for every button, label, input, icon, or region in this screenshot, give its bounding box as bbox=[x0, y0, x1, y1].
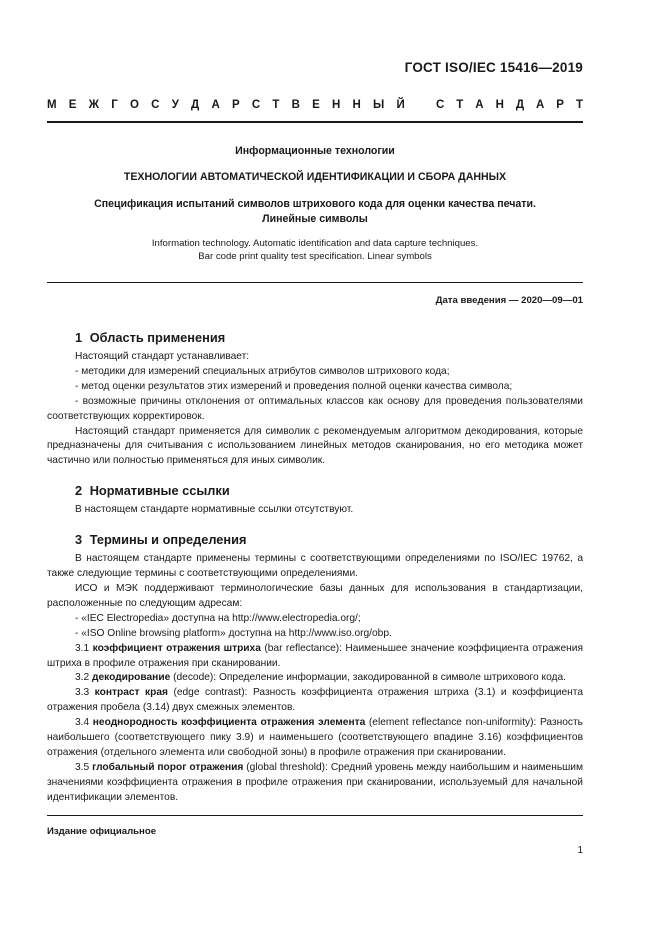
banner-letter: Р bbox=[556, 99, 564, 111]
banner-letter: В bbox=[291, 99, 300, 111]
link-item: - «IEC Electropedia» доступна на http://www.electropedia.org/; bbox=[75, 612, 361, 624]
edition-note: Издание официальное bbox=[47, 826, 157, 837]
term-definition: (bar reflectance): Наименьшее значение коэффициента отражения штриха в профиле отражения при сканировании. bbox=[47, 642, 583, 669]
banner-word-interstate bbox=[47, 99, 405, 111]
banner-letter: Д bbox=[515, 99, 525, 111]
banner-letter: А bbox=[475, 99, 484, 111]
banner-letter: Т bbox=[456, 99, 464, 111]
subtitle-line-2: Линейные символы bbox=[262, 213, 368, 225]
english-title-line-2: Bar code print quality test specification. Linear symbols bbox=[198, 251, 432, 262]
section-number: 3 bbox=[75, 532, 83, 548]
subtitle-line-1: Спецификация испытаний символов штрихового кода для оценки качества печати. bbox=[94, 198, 536, 210]
term-name: коэффициент отражения штриха bbox=[92, 642, 261, 654]
banner-letter: Т bbox=[575, 99, 583, 111]
section-heading bbox=[75, 518, 583, 552]
term-definition: (element reflectance non-uniformity): Разность наибольшего (соответствующего пику 3.9) и наименьшего (соответствующего впадине 3.16) коэффициентов отражения (отдельного элемента или свободной зоны) в профиле отражения при сканировании. bbox=[47, 717, 583, 758]
banner-letter: Е bbox=[68, 99, 77, 111]
term-name: глобальный порог отражения bbox=[92, 761, 244, 773]
banner-letter: Р bbox=[231, 99, 240, 111]
standard-banner bbox=[47, 99, 583, 111]
term-entry bbox=[47, 671, 583, 686]
section-heading bbox=[75, 469, 583, 503]
term-number: 3.2 bbox=[75, 672, 90, 684]
banner-letter: Д bbox=[191, 99, 200, 111]
banner-letter: С bbox=[151, 99, 160, 111]
banner-letter: Н bbox=[331, 99, 341, 111]
term-number: 3.5 bbox=[75, 761, 90, 773]
subtitle bbox=[47, 197, 583, 227]
term-definition: (decode): Определение информации, закодированной в символе штрихового кода. bbox=[170, 672, 566, 684]
header-rule bbox=[47, 121, 583, 123]
subject-area: Информационные технологии bbox=[235, 145, 395, 157]
paragraph: В настоящем стандарте нормативные ссылки отсутствуют. bbox=[75, 504, 354, 516]
banner-letter: Н bbox=[495, 99, 504, 111]
paragraph: В настоящем стандарте применены термины с соответствующими определениями по ISO/IEC 19762, а также следующие термины с соответствующими определениями. bbox=[47, 553, 583, 580]
list-item: - возможные причины отклонения от оптимальных классов как основу для проведения пользователями соответствующих корректировок. bbox=[47, 395, 583, 422]
paragraph: Настоящий стандарт устанавливает: bbox=[75, 351, 250, 362]
banner-letter: Г bbox=[111, 99, 118, 111]
link-item: - «ISO Online browsing platform» доступна на http://www.iso.org/obp. bbox=[75, 627, 392, 639]
banner-letter: А bbox=[211, 99, 220, 111]
banner-letter: У bbox=[171, 99, 179, 111]
section-title: Область применения bbox=[89, 330, 226, 345]
banner-letter: Ы bbox=[373, 99, 385, 111]
footer-rule bbox=[47, 815, 583, 816]
main-title: ТЕХНОЛОГИИ АВТОМАТИЧЕСКОЙ ИДЕНТИФИКАЦИИ И СБОРА ДАННЫХ bbox=[123, 171, 507, 183]
banner-letter: А bbox=[536, 99, 545, 111]
banner-letter: Н bbox=[352, 99, 361, 111]
english-title-line-1: Information technology. Automatic identification and data capture techniques. bbox=[151, 238, 479, 249]
term-definition: (global threshold): Средний уровень между наибольшим и наименьшим значениями коэффициента отражения в профиле отражения при сканировании, используемый для начальной идентификации элементов. bbox=[47, 761, 583, 803]
banner-letter: Е bbox=[312, 99, 320, 111]
section-number: 2 bbox=[75, 483, 83, 499]
paragraph: ИСО и МЭК поддерживают терминологические базы данных для использования в стандартизации, расположенные по следующим адресам: bbox=[47, 582, 583, 609]
document-body bbox=[47, 318, 583, 806]
paragraph: Настоящий стандарт применяется для символик с рекомендуемым алгоритмом декодирования, которые предназначены для считывания с использованием линейных методов сканирования, но его методика может частично или полностью применяться для иных символик. bbox=[47, 425, 583, 467]
section-title: Термины и определения bbox=[89, 532, 247, 548]
banner-letter: Ж bbox=[88, 99, 100, 111]
intro-date: Дата введения — 2020—09—01 bbox=[435, 295, 583, 306]
banner-word-standard bbox=[436, 99, 583, 111]
term-entry bbox=[47, 716, 583, 761]
banner-letter: Й bbox=[396, 99, 405, 111]
banner-letter: О bbox=[130, 99, 139, 111]
term-name: декодирование bbox=[92, 672, 171, 684]
list-item: - методики для измерений специальных атрибутов символов штрихового кода; bbox=[75, 365, 450, 377]
term-entry bbox=[47, 642, 583, 672]
term-definition: (edge contrast): Разность коэффициента отражения штриха (3.1) и коэффициента отражения пробела (3.14) двух смежных элементов. bbox=[47, 687, 583, 714]
list-item: - метод оценки результатов этих измерений и проведения полной оценки качества символа; bbox=[75, 380, 513, 392]
term-number: 3.3 bbox=[75, 687, 90, 699]
title-rule bbox=[47, 282, 583, 283]
term-name: контраст края bbox=[94, 687, 168, 699]
section-title: Нормативные ссылки bbox=[89, 483, 230, 499]
banner-letter: С bbox=[436, 99, 445, 111]
english-title bbox=[47, 237, 583, 263]
banner-letter: Т bbox=[272, 99, 280, 111]
banner-letter: М bbox=[47, 99, 57, 111]
section-number: 1 bbox=[75, 330, 83, 345]
term-number: 3.1 bbox=[75, 642, 90, 654]
gost-code: ГОСТ ISO/IEC 15416—2019 bbox=[404, 60, 583, 75]
term-entry bbox=[47, 686, 583, 716]
term-number: 3.4 bbox=[75, 717, 90, 729]
term-entry bbox=[47, 761, 583, 806]
page-number: 1 bbox=[577, 845, 583, 856]
term-name: неоднородность коэффициента отражения элемента bbox=[92, 717, 366, 729]
banner-letter: С bbox=[251, 99, 261, 111]
section-heading bbox=[75, 318, 583, 350]
